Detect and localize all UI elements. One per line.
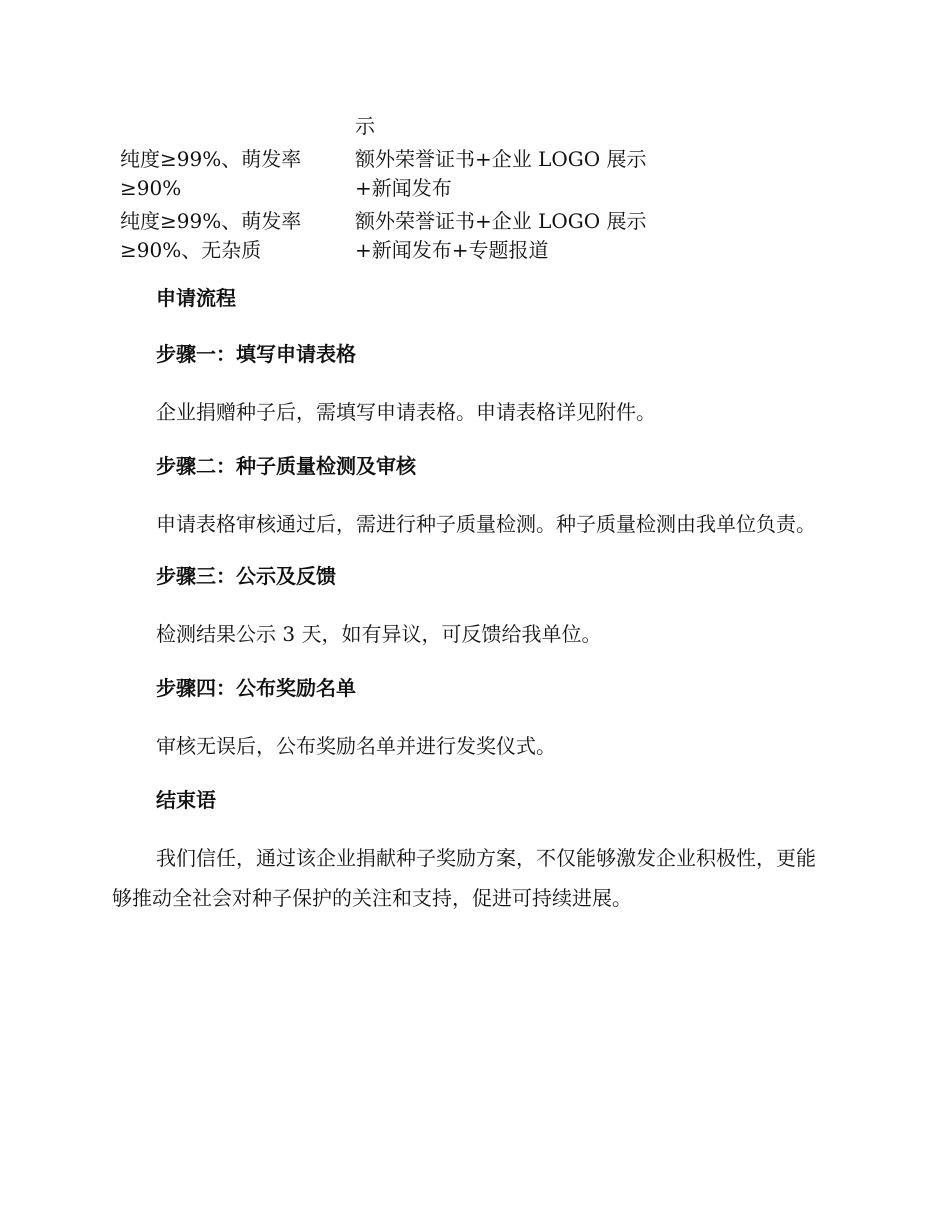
step3-heading: 步骤三：公示及反馈 <box>156 564 336 588</box>
step4-heading: 步骤四：公布奖励名单 <box>156 676 356 700</box>
step1-paragraph: 企业捐赠种子后，需填写申请表格。申请表格详见附件。 <box>156 400 656 424</box>
reward-table <box>120 112 680 269</box>
conclusion-heading: 结束语 <box>156 788 216 812</box>
step4-paragraph: 审核无误后，公布奖励名单并进行发奖仪式。 <box>156 734 556 758</box>
table-row <box>120 207 680 265</box>
document-body <box>112 280 832 932</box>
conclusion-paragraph: 我们信任，通过该企业捐献种子奖励方案，不仅能够激发企业积极性，更能够推动全社会对种子保护的关注和支持，促进可持续进展。 <box>112 846 816 910</box>
table-cell-reward: 额外荣誉证书+企业 LOGO 展示+新闻发布+专题报道 <box>355 209 647 262</box>
table-row <box>120 145 680 203</box>
step2-paragraph: 申请表格审核通过后，需进行种子质量检测。种子质量检测由我单位负责。 <box>156 512 816 536</box>
process-heading: 申请流程 <box>156 286 236 310</box>
table-cell-criteria <box>120 112 355 141</box>
step1-heading: 步骤一：填写申请表格 <box>156 342 356 366</box>
table-cell-criteria: 纯度≥99%、萌发率≥90% <box>120 147 302 200</box>
table-cell-reward: 示 <box>355 114 375 138</box>
step2-heading: 步骤二：种子质量检测及审核 <box>156 454 416 478</box>
table-cell-reward: 额外荣誉证书+企业 LOGO 展示+新闻发布 <box>355 147 647 200</box>
table-cell-criteria: 纯度≥99%、萌发率≥90%、无杂质 <box>120 209 302 262</box>
step3-paragraph: 检测结果公示 3 天，如有异议，可反馈给我单位。 <box>156 622 602 646</box>
table-row <box>120 112 680 141</box>
